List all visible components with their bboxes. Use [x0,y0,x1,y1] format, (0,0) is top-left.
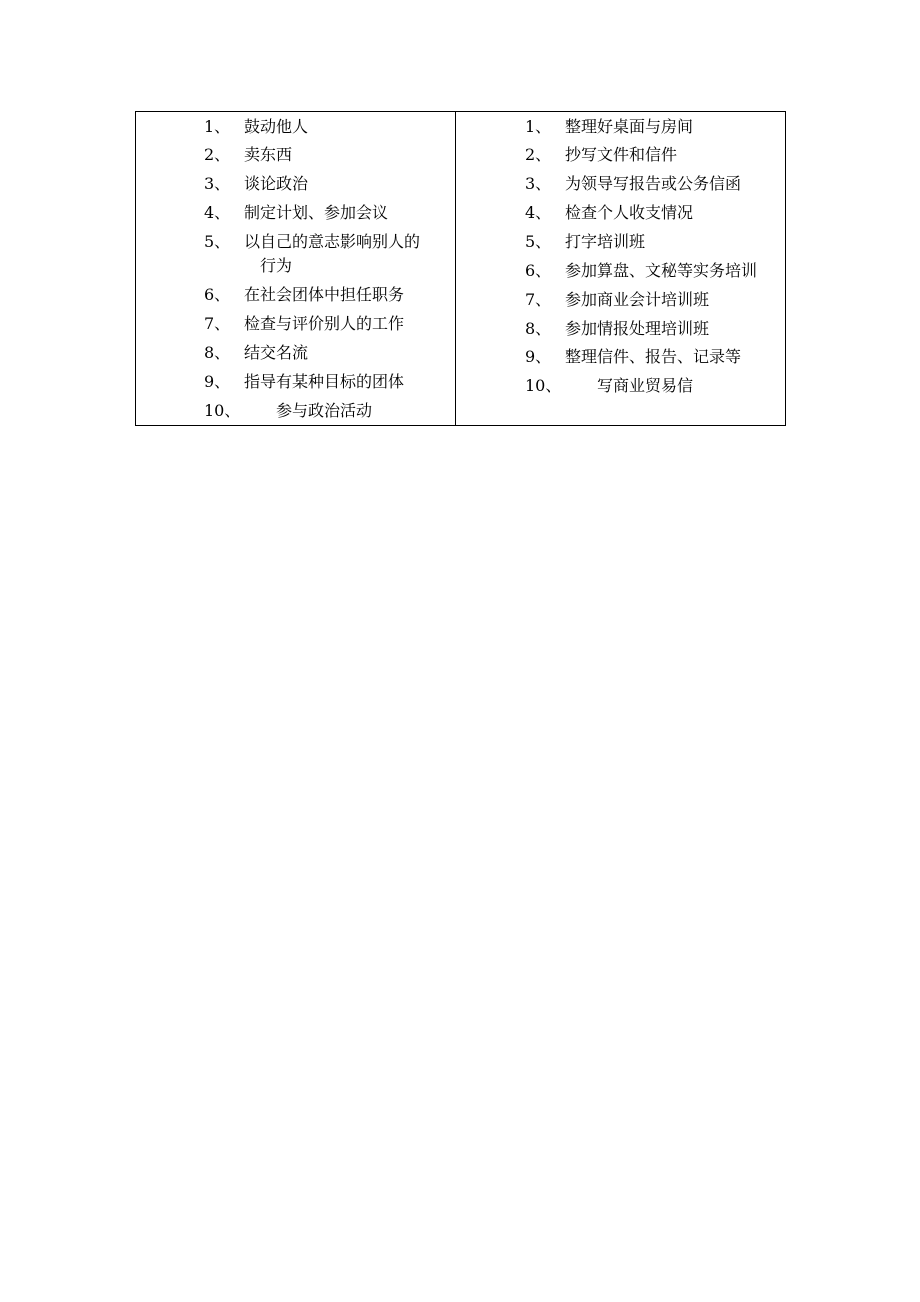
item-number: 2、 [204,145,231,164]
item-text: 抄写文件和信件 [565,145,678,164]
left-column [136,112,456,425]
item-text: 以自己的意志影响别人的 [244,232,421,251]
item-number: 2、 [525,145,552,164]
item-number: 1、 [525,117,552,136]
item-number: 7、 [204,314,231,333]
item-text: 结交名流 [244,343,309,362]
item-number: 3、 [525,174,552,193]
item-number: 6、 [204,285,231,304]
item-number: 1、 [204,117,231,136]
item-text: 为领导写报告或公务信函 [565,174,742,193]
item-number: 7、 [525,290,552,309]
item-number: 10、 [204,401,241,420]
item-number: 10、 [525,376,562,395]
item-text: 参加情报处理培训班 [565,319,710,338]
item-text: 检查与评价别人的工作 [244,314,405,333]
item-number: 9、 [525,347,552,366]
item-number: 5、 [525,232,552,251]
item-text: 卖东西 [244,145,293,164]
item-text: 鼓动他人 [244,117,309,136]
item-text: 指导有某种目标的团体 [244,372,405,391]
item-number: 4、 [525,203,552,222]
interest-table [135,111,786,426]
item-number: 5、 [204,232,231,251]
item-text: 参加商业会计培训班 [565,290,710,309]
item-text: 检查个人收支情况 [565,203,694,222]
item-text: 参与政治活动 [276,401,373,420]
item-text: 写商业贸易信 [597,376,694,395]
item-number: 8、 [204,343,231,362]
item-text-continued: 行为 [260,256,293,275]
item-text: 谈论政治 [244,174,309,193]
item-text: 打字培训班 [565,232,646,251]
item-text: 整理好桌面与房间 [565,117,694,136]
item-text: 制定计划、参加会议 [244,203,389,222]
item-number: 4、 [204,203,231,222]
item-text: 整理信件、报告、记录等 [565,347,742,366]
item-text: 在社会团体中担任职务 [244,285,405,304]
right-column [456,112,785,425]
item-number: 8、 [525,319,552,338]
item-number: 6、 [525,261,552,280]
item-number: 9、 [204,372,231,391]
item-number: 3、 [204,174,231,193]
item-text: 参加算盘、文秘等实务培训 [565,261,758,280]
